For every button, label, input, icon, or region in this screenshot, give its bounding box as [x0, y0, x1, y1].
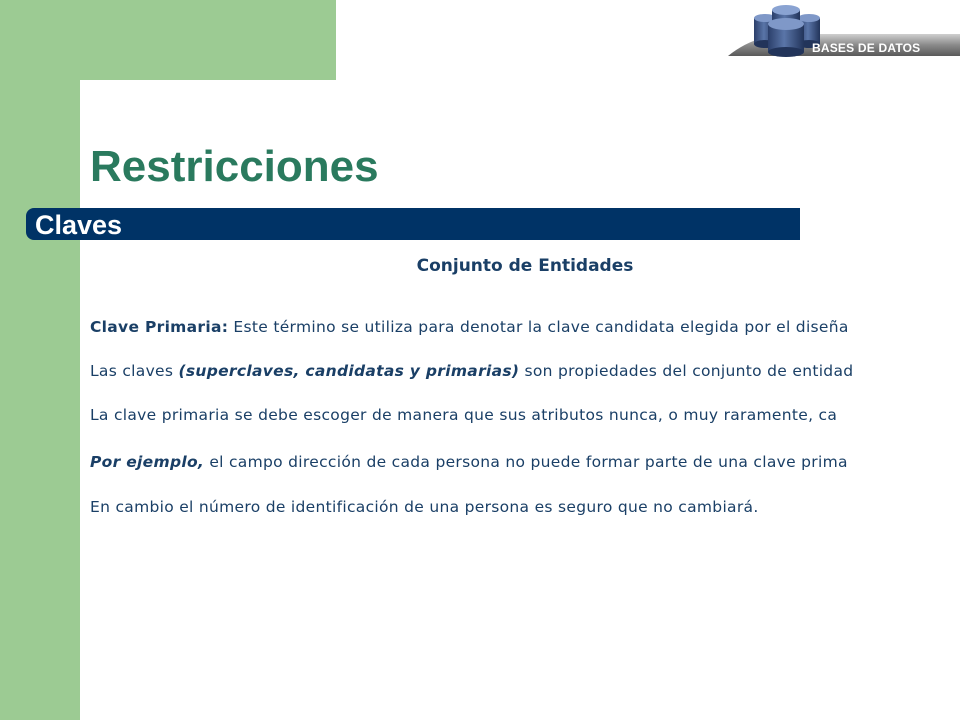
bases-de-datos-logo [728, 4, 960, 60]
slide-subtitle: Conjunto de Entidades [416, 256, 634, 276]
decorative-green-sidebar [0, 0, 80, 720]
logo-text: BASES DE DATOS [812, 41, 921, 55]
decorative-curve [80, 80, 140, 140]
term-label: Clave Primaria: [90, 318, 229, 336]
paragraph-clave-primaria-eleccion: La clave primaria se debe escoger de manera que sus atributos nunca, o muy raramente, ca [90, 406, 838, 424]
paragraph-clave-primaria [90, 318, 960, 336]
paragraph-identificacion: En cambio el número de identificación de una persona es seguro que no cambiará. [90, 498, 759, 516]
paragraph-ejemplo [90, 453, 960, 471]
paragraph-claves [90, 362, 960, 380]
paragraph-text: Este término se utiliza para denotar la clave candidata elegida por el diseña [228, 318, 849, 336]
decorative-green-header [0, 0, 336, 80]
section-bar [26, 208, 800, 240]
paragraph-text: el campo dirección de cada persona no puede formar parte de una clave prima [204, 453, 848, 471]
page-title: Restricciones [90, 142, 379, 191]
section-heading: Claves [35, 210, 123, 240]
paragraph-text: Las claves [90, 362, 179, 380]
emphasis-text: (superclaves, candidatas y primarias) [178, 362, 520, 380]
emphasis-text: Por ejemplo, [90, 453, 205, 471]
paragraph-text: son propiedades del conjunto de entidad [519, 362, 854, 380]
